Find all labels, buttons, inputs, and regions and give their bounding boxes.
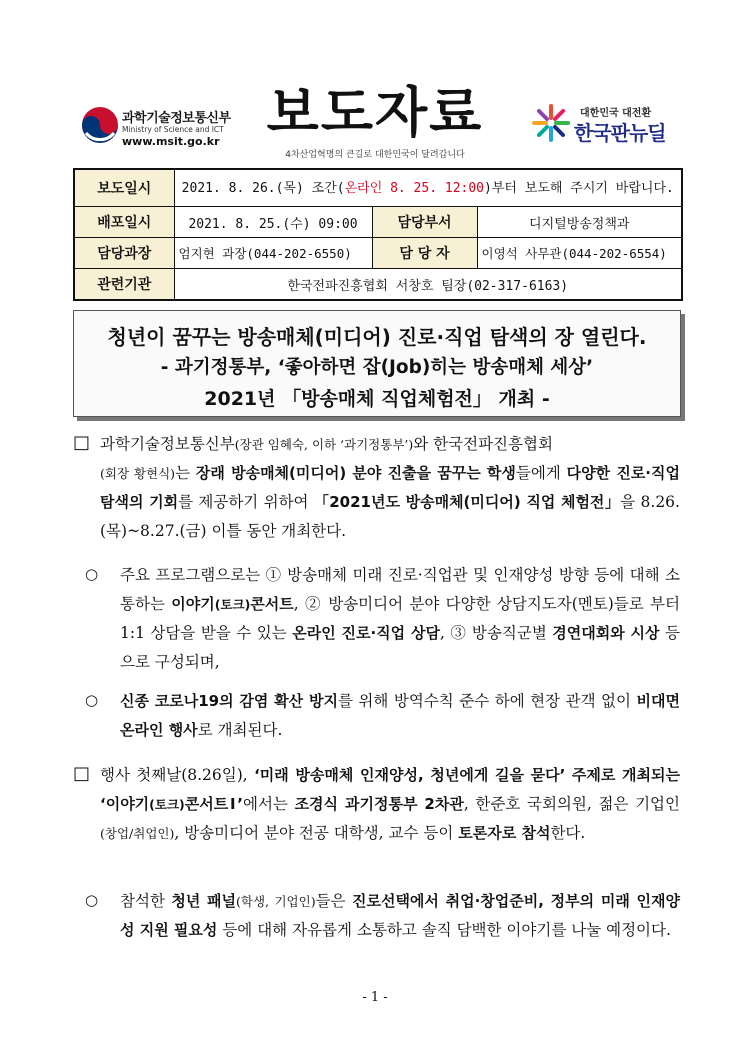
text: , 방송미디어 분야 전공 대학생, 교수 등이 xyxy=(174,824,459,842)
release-row xyxy=(74,207,682,238)
circle-bullet: ○ xyxy=(85,565,99,583)
emphasis: 이야기 xyxy=(171,595,215,613)
paragraph-online xyxy=(120,687,680,745)
text: , ③ 방송직군별 xyxy=(439,624,553,642)
emphasis: 조경식 과기정통부 2차관 xyxy=(294,795,464,813)
text: , 한준호 국회의원, 젊은 기업인 xyxy=(463,795,680,813)
release-value: 2021. 8. 25.(수) 09:00 xyxy=(174,207,372,238)
release-label: 배포일시 xyxy=(74,207,174,238)
text: 는 xyxy=(175,464,196,482)
paragraph-day-one xyxy=(100,761,680,848)
paragraph-overview xyxy=(100,430,680,546)
related-row xyxy=(74,269,682,301)
embargo-text-post: )부터 보도해 주시기 바랍니다. xyxy=(484,180,674,196)
text: 들은 xyxy=(315,892,352,910)
emphasis: 토론자로 참석 xyxy=(458,824,551,842)
text: , ② 방송미디어 분야 다양한 상담지도자(멘토)들로 부터 1:1 상담을 받을 수 있는 xyxy=(120,595,680,642)
text: 에서는 xyxy=(242,795,295,813)
text: 들에게 xyxy=(515,464,567,482)
emphasis: 청년 패널 xyxy=(171,892,237,910)
square-bullet: □ xyxy=(73,432,91,453)
ministry-name-ko: 과학기술정보통신부 xyxy=(122,111,231,126)
embargo-label: 보도일시 xyxy=(74,169,174,207)
emphasis: 신종 코로나19의 감염 확산 방지 xyxy=(120,692,338,710)
emphasis: 온라인 진로·직업 상담 xyxy=(292,624,440,642)
ministry-name-en: Ministry of Science and ICT xyxy=(122,125,224,134)
headline-main: 청년이 꿈꾸는 방송매체(미디어) 진로·직업 탐색의 장 열린다. xyxy=(107,325,647,349)
embargo-row xyxy=(74,169,682,207)
text: 와 한국전파진흥협회 xyxy=(413,435,553,453)
emphasis: 다양한 진로·직업 탐색의 기회 xyxy=(100,464,680,511)
dept-value: 디지털방송정책과 xyxy=(477,207,682,238)
circle-bullet: ○ xyxy=(85,891,99,909)
emphasis: 비대면 온라인 행사 xyxy=(120,692,680,739)
manager-value: 엄지현 과장(044-202-6550) xyxy=(174,238,372,269)
ministry-logo-block xyxy=(80,103,270,153)
emphasis: ‘미래 방송매체 인재양성, 청년에게 길을 묻다’ 주제로 개최되는 ‘이야기 xyxy=(100,766,680,813)
new-deal-tagline: 대한민국 대전환 xyxy=(580,108,652,119)
related-label: 관련기관 xyxy=(74,269,174,301)
headline-sub-1: - 과기정통부, ‘좋아하면 잡(Job)히는 방송매체 세상’ xyxy=(160,357,594,378)
emphasis: 콘서트Ⅰ’ xyxy=(184,795,243,813)
new-deal-name: 한국판뉴딜 xyxy=(574,121,666,145)
taegeuk-emblem-icon xyxy=(80,105,120,145)
square-bullet: □ xyxy=(73,763,91,784)
paragraph-panel xyxy=(120,887,680,945)
text: 과학기술정보통신부 xyxy=(100,435,235,453)
emphasis: (토크) xyxy=(149,797,185,812)
text: (창업/취업인) xyxy=(100,826,175,841)
embargo-text-pre: 2021. 8. 26.(목) 조간( xyxy=(181,180,345,196)
text: 로 개최된다. xyxy=(197,721,283,739)
text: 한다. xyxy=(550,824,586,842)
embargo-value xyxy=(174,169,682,207)
text: 을 8.26.(목)~8.27.(금) 이틀 동안 개최한다. xyxy=(100,493,680,540)
paragraph-programs xyxy=(120,561,680,677)
document-slogan: 4차산업혁명의 큰길로 대한민국이 달려갑니다 xyxy=(285,150,465,160)
headline-box xyxy=(73,310,681,417)
korean-new-deal-logo xyxy=(530,100,680,150)
page-number: - 1 - xyxy=(362,990,388,1005)
contact-row xyxy=(74,238,682,269)
emphasis: 장래 방송매체(미디어) 분야 진출을 꿈꾸는 학생 xyxy=(195,464,516,482)
dept-label: 담당부서 xyxy=(372,207,477,238)
related-value: 한국전파진흥협회 서창호 팀장(02-317-6163) xyxy=(174,269,682,301)
emphasis: 콘서트 xyxy=(250,595,294,613)
emphasis: 경연대회와 시상 xyxy=(552,624,660,642)
text: 등으로 구성되며, xyxy=(120,624,681,671)
text: 를 위해 방역수칙 준수 하에 현장 관객 없이 xyxy=(337,692,637,710)
text: 등에 대해 자유롭게 소통하고 솔직 담백한 이야기를 나눌 예정이다. xyxy=(217,921,671,939)
document-title: 보도자료 xyxy=(266,81,484,144)
emphasis: 「2021년도 방송매체(미디어) 직업 체험전」 xyxy=(313,493,621,511)
officer-value: 이영석 사무관(044-202-6554) xyxy=(477,238,682,269)
embargo-online-time: 온라인 8. 25. 12:00 xyxy=(344,180,484,196)
officer-label: 담 당 자 xyxy=(372,238,477,269)
headline-sub-2: 2021년 「방송매체 직업체험전」 개최 - xyxy=(204,388,550,410)
manager-label: 담당과장 xyxy=(74,238,174,269)
emphasis: (토크) xyxy=(214,597,251,612)
press-release-header xyxy=(0,0,750,170)
text: 주요 프로그램으로는 ① 방송매체 미래 진로·직업관 및 인재양성 방향 등에 대해 소통하는 xyxy=(120,566,680,613)
release-info-table xyxy=(73,168,683,301)
text: 참석한 xyxy=(120,892,172,910)
ministry-url: www.msit.go.kr xyxy=(122,135,220,148)
text: 를 제공하기 위하여 xyxy=(178,493,314,511)
new-deal-star-icon xyxy=(530,102,572,144)
text: (회장 황현식) xyxy=(100,466,176,481)
circle-bullet: ○ xyxy=(85,691,99,709)
text: (장관 임혜숙, 이하 ‘과기정통부’) xyxy=(234,437,414,452)
emphasis: 진로선택에서 취업·창업준비, 정부의 미래 인재양성 지원 필요성 xyxy=(120,892,681,939)
text: 행사 첫째날(8.26일), xyxy=(100,766,255,784)
text: (학생, 기업인) xyxy=(236,894,316,909)
